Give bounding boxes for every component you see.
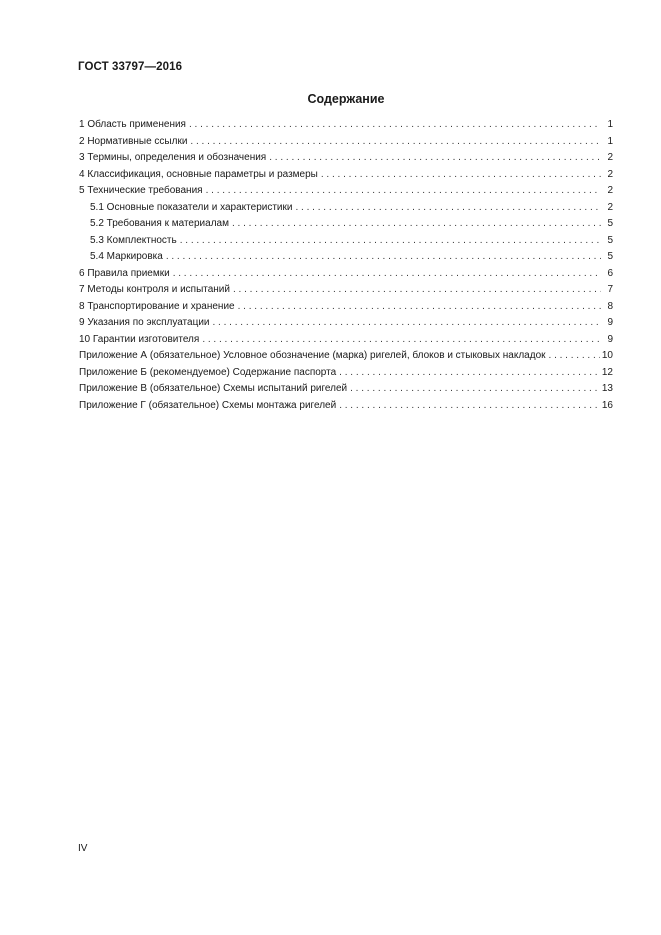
toc-leader-dots [269, 152, 601, 163]
toc-entry-label: Приложение Г (обязательное) Схемы монтажа ригелей [79, 399, 337, 411]
toc-leader-dots [213, 317, 602, 328]
toc-entry[interactable] [79, 268, 613, 285]
toc-entry-page: 8 [607, 300, 613, 312]
toc-entry-label: 5.3 Комплектность [90, 234, 177, 246]
toc-entry-page: 2 [607, 201, 613, 213]
toc-leader-dots [350, 383, 600, 394]
toc-leader-dots [173, 268, 601, 279]
toc-entry-page: 5 [607, 218, 613, 229]
toc-entry-label: 5.4 Маркировка [90, 251, 163, 262]
toc-entry-page: 13 [601, 383, 613, 394]
toc-entry-page: 12 [601, 366, 613, 378]
table-of-contents [79, 119, 613, 416]
toc-entry[interactable] [79, 400, 613, 417]
toc-leader-dots [339, 367, 600, 378]
toc-entry-label: 5.2 Требования к материалам [90, 218, 229, 229]
document-code: ГОСТ 33797—2016 [78, 61, 183, 73]
toc-entry-page: 9 [607, 333, 613, 345]
toc-entry[interactable] [79, 367, 613, 384]
toc-entry[interactable] [79, 284, 613, 301]
toc-leader-dots [190, 136, 601, 147]
toc-entry[interactable] [79, 251, 613, 268]
toc-entry[interactable] [79, 169, 613, 186]
toc-leader-dots [233, 284, 601, 295]
toc-entry-page: 5 [607, 251, 613, 262]
toc-entry[interactable] [79, 152, 613, 169]
toc-entry-label: 2 Нормативные ссылки [79, 135, 188, 147]
toc-entry-label: 4 Классификация, основные параметры и размеры [79, 168, 318, 180]
toc-leader-dots [295, 202, 601, 213]
toc-entry[interactable] [79, 119, 613, 136]
toc-entry[interactable] [79, 185, 613, 202]
toc-title: Содержание [307, 92, 385, 106]
toc-entry-page: 7 [607, 284, 613, 295]
toc-entry-label: Приложение Б (рекомендуемое) Содержание паспорта [79, 366, 337, 378]
toc-entry[interactable] [79, 136, 613, 153]
toc-entry-page: 5 [607, 234, 613, 246]
toc-entry[interactable] [79, 383, 613, 400]
toc-entry-label: 10 Гарантии изготовителя [79, 333, 200, 345]
page-number: IV [78, 843, 88, 854]
toc-entry[interactable] [79, 334, 613, 351]
toc-entry-page: 10 [601, 350, 613, 361]
toc-entry[interactable] [79, 350, 613, 367]
toc-entry-page: 9 [607, 317, 613, 328]
toc-leader-dots [238, 301, 601, 312]
toc-leader-dots [180, 235, 601, 246]
toc-entry[interactable] [79, 235, 613, 252]
toc-leader-dots [321, 169, 601, 180]
toc-entry[interactable] [79, 301, 613, 318]
toc-leader-dots [339, 400, 600, 411]
toc-entry-label: 1 Область применения [79, 119, 186, 130]
toc-entry-label: 3 Термины, определения и обозначения [79, 152, 267, 163]
toc-entry-page: 1 [607, 135, 613, 147]
toc-entry-label: 7 Методы контроля и испытаний [79, 284, 230, 295]
toc-entry-page: 2 [607, 152, 613, 163]
toc-entry[interactable] [79, 218, 613, 235]
toc-entry[interactable] [79, 202, 613, 219]
toc-entry-label: 9 Указания по эксплуатации [79, 317, 210, 328]
toc-leader-dots [202, 334, 601, 345]
toc-entry-label: 8 Транспортирование и хранение [79, 300, 235, 312]
toc-entry-label: 5 Технические требования [79, 185, 203, 196]
toc-entry-label: Приложение А (обязательное) Условное обозначение (марка) ригелей, блоков и стыковых накладок [79, 350, 546, 361]
toc-leader-dots [206, 185, 601, 196]
toc-leader-dots [549, 350, 600, 361]
toc-entry-page: 16 [601, 399, 613, 411]
toc-leader-dots [232, 218, 601, 229]
toc-leader-dots [189, 119, 601, 130]
toc-entry-page: 2 [607, 185, 613, 196]
toc-entry-page: 2 [607, 168, 613, 180]
toc-entry-page: 1 [607, 119, 613, 130]
toc-leader-dots [166, 251, 601, 262]
toc-entry[interactable] [79, 317, 613, 334]
toc-entry-label: 5.1 Основные показатели и характеристики [90, 201, 293, 213]
toc-entry-label: Приложение В (обязательное) Схемы испытаний ригелей [79, 383, 348, 394]
toc-entry-label: 6 Правила приемки [79, 267, 170, 279]
toc-entry-page: 6 [607, 267, 613, 279]
